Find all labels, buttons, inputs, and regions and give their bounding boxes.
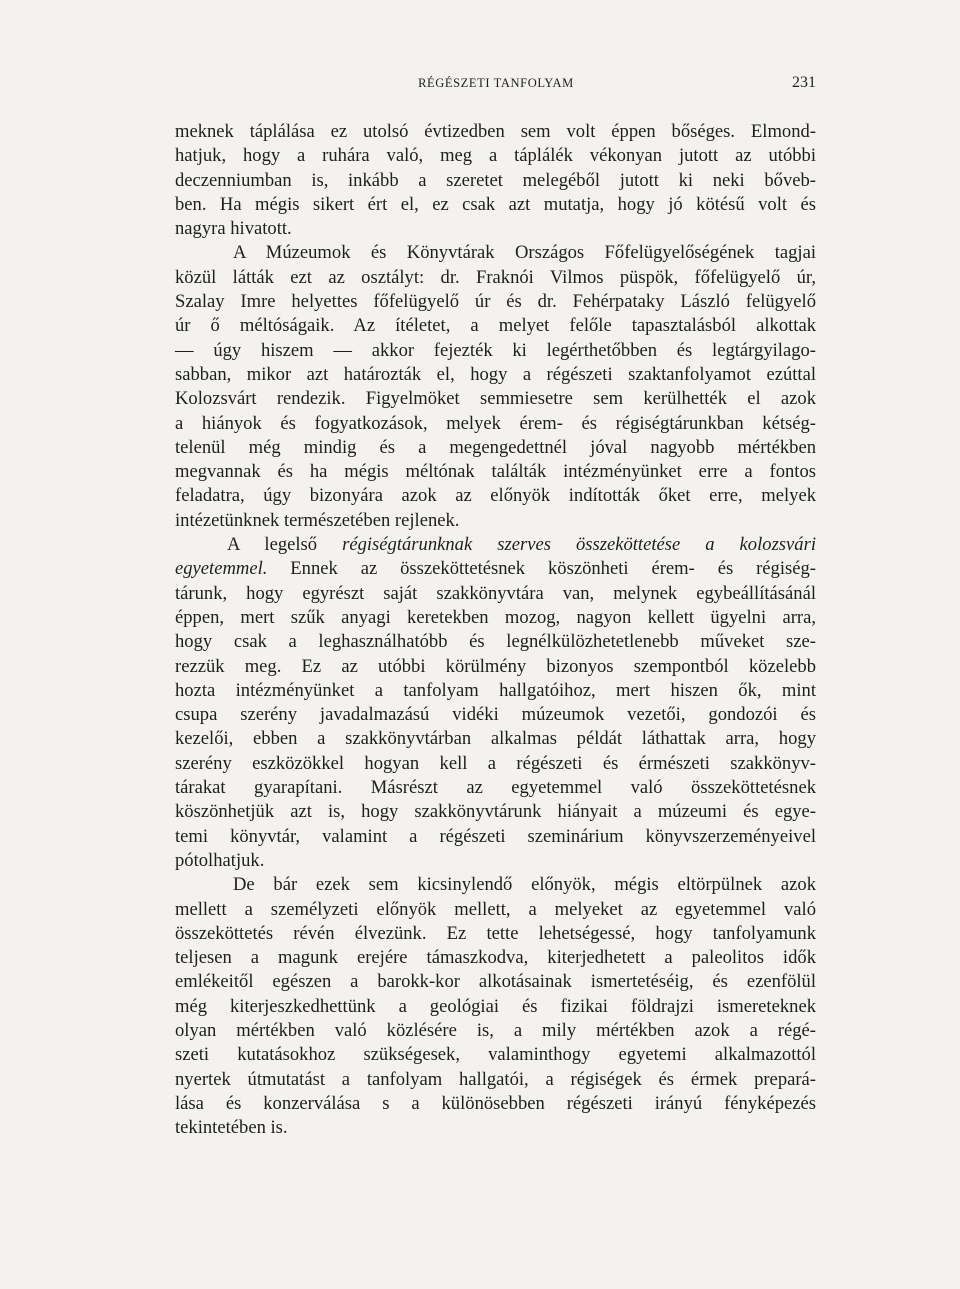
- text-line: nagyra hivatott.: [175, 218, 292, 240]
- text-line: tárakat gyarapítani. Másrészt az egyetemmel való összeköttetésnek: [175, 777, 816, 799]
- italic-emphasis: egyetemmel.: [175, 558, 268, 580]
- text-line: A Múzeumok és Könyvtárak Országos Főfelügyelőségének tagjai: [233, 242, 816, 264]
- text-line: mellett a személyzeti előnyök mellett, a melyeket az egyetemmel való: [175, 898, 816, 920]
- text-line: lása és konzerválása s a különösebben régészeti irányú fényképezés: [175, 1092, 816, 1114]
- text-line: hogy csak a leghasználhatóbb és legnélkülözhetetlenebb műveket sze-: [175, 631, 816, 653]
- text-line: úr ő méltóságaik. Az ítéletet, a melyet felőle tapasztalásból alkottak: [175, 315, 816, 337]
- text-line: hozta intézményünket a tanfolyam hallgatóihoz, mert hiszen ők, mint: [175, 679, 816, 701]
- text-line: feladatra, úgy bizonyára azok az előnyök indították őket erre, melyek: [175, 485, 816, 507]
- text-line: a hiányok és fogyatkozások, melyek érem- és régiségtárunkban kétség-: [175, 412, 816, 434]
- text-line: teljesen a magunk erejére támaszkodva, kiterjedhetett a paleolitos idők: [175, 947, 816, 969]
- text-line: hatjuk, hogy a ruhára való, meg a táplálék vékonyan jutott az utóbbi: [175, 145, 816, 167]
- text-line: intézetünknek természetében rejlenek.: [175, 509, 460, 531]
- text-line: még kiterjeszkedhettünk a geológiai és fizikai földrajzi ismereteknek: [175, 995, 816, 1017]
- page-header: [176, 74, 816, 96]
- text-line: nyertek útmutatást a tanfolyam hallgatói, a régiségek és érmek prepará-: [175, 1068, 816, 1090]
- italic-emphasis: régiségtárunknak szerves összeköttetése a kolozsvári: [342, 534, 816, 556]
- page-number: 231: [792, 74, 816, 91]
- text-line: emlékeitől egészen a barokk-kor alkotásainak ismertetéséig, és ezenfölül: [175, 971, 816, 993]
- text-line: tekintetében is.: [175, 1117, 288, 1139]
- text-line: kezelői, ebben a szakkönyvtárban alkalmas példát láthattak arra, hogy: [175, 728, 816, 750]
- text-line: deczenniumban is, inkább a szeretet melegéből jutott ki neki bőveb-: [175, 169, 816, 191]
- text-line: köszönhetjük azt is, hogy szakkönyvtárunk hiányait a múzeumi és egye-: [175, 801, 816, 823]
- text-line: Kolozsvárt rendezik. Figyelmöket semmiesetre sem kerülhették el azok: [175, 388, 816, 410]
- running-title: RÉGÉSZETI TANFOLYAM: [418, 76, 574, 90]
- text-line: közül látták ezt az osztályt: dr. Fraknói Vilmos püspök, főfelügyelő úr,: [175, 266, 816, 288]
- text-line: éppen, mert szűk anyagi keretekben mozog, nagyon kellett ügyelni arra,: [175, 606, 816, 628]
- text-line: temi könyvtár, valamint a régészeti szeminárium könyvszerzeményeivel: [175, 825, 816, 847]
- text-line: — úgy hiszem — akkor fejezték ki legérthetőbben és legtárgyilago-: [175, 339, 816, 361]
- text-line: meknek táplálása ez utolsó évtizedben sem volt éppen bőséges. Elmond-: [175, 121, 816, 142]
- body-text: [175, 120, 816, 1140]
- text-line: rezzük meg. Ez az utóbbi körülmény bizonyos szempontból közelebb: [175, 655, 816, 677]
- text-line: csupa szerény javadalmazású vidéki múzeumok vezetői, gondozói és: [175, 704, 816, 726]
- text-line: sabban, mikor azt határozták el, hogy a régészeti szaktanfolyamot ezúttal: [175, 363, 816, 385]
- text-line: ben. Ha mégis sikert ért el, ez csak azt mutatja, hogy jó kötésű volt és: [175, 193, 816, 215]
- text-line: szerény eszközökkel hogyan kell a régészeti és érmészeti szakkönyv-: [175, 752, 816, 774]
- text-segment: A legelső: [227, 534, 343, 556]
- text-line: olyan mértékben való közlésére is, a mily mértékben azok a régé-: [175, 1019, 816, 1041]
- text-line: [175, 533, 816, 557]
- text-line: Szalay Imre helyettes főfelügyelő úr és dr. Fehérpataky László felügyelő: [175, 291, 816, 313]
- text-line: szeti kutatásokhoz szükségesek, valaminthogy egyetemi alkalmazottól: [175, 1044, 816, 1066]
- text-line: telenül még mindig és a megengedettnél jóval nagyobb mértékben: [175, 436, 816, 458]
- text-line: összeköttetés révén élvezünk. Ez tette lehetségessé, hogy tanfolyamunk: [175, 922, 816, 944]
- text-line: tárunk, hogy egyrészt saját szakkönyvtára van, melynek egybeállításánál: [175, 582, 816, 604]
- text-line: megvannak és ha mégis méltónak találták intézményünket erre a fontos: [175, 461, 816, 483]
- text-line: [175, 557, 816, 581]
- text-line: De bár ezek sem kicsinylendő előnyök, mégis eltörpülnek azok: [233, 874, 816, 896]
- text-segment: Ennek az összeköttetésnek köszönheti érem- és régiség-: [267, 558, 816, 580]
- text-line: pótolhatjuk.: [175, 849, 265, 871]
